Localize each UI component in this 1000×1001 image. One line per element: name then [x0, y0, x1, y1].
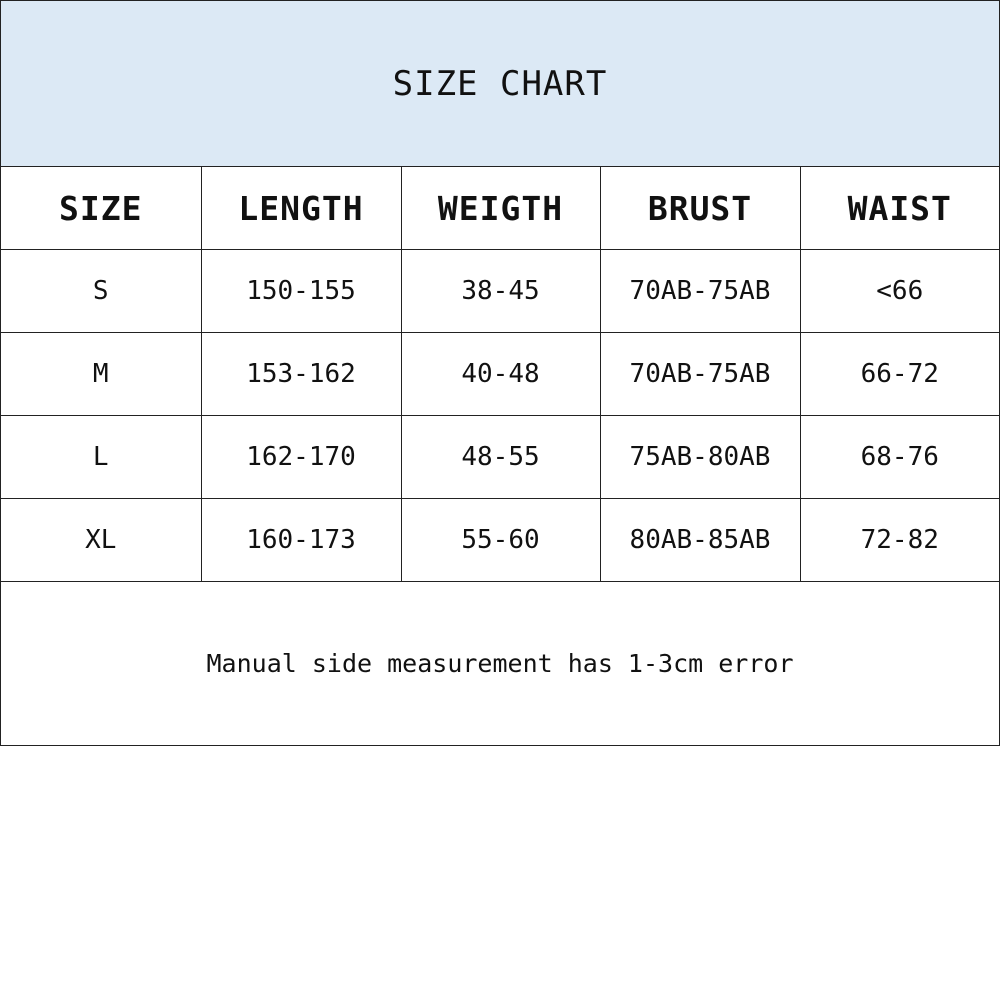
cell-brust: 75AB-80AB: [600, 416, 800, 499]
cell-weigth: 40-48: [401, 333, 600, 416]
cell-length: 160-173: [201, 499, 401, 582]
header-length: LENGTH: [201, 167, 401, 250]
cell-waist: <66: [800, 250, 999, 333]
header-row: [1, 167, 999, 250]
table-row: [1, 250, 999, 333]
cell-brust: 80AB-85AB: [600, 499, 800, 582]
cell-waist: 72-82: [800, 499, 999, 582]
cell-waist: 68-76: [800, 416, 999, 499]
measurement-note: Manual side measurement has 1-3cm error: [206, 648, 794, 678]
size-table: [1, 167, 999, 582]
cell-size: L: [1, 416, 201, 499]
cell-length: 162-170: [201, 416, 401, 499]
cell-weigth: 55-60: [401, 499, 600, 582]
cell-brust: 70AB-75AB: [600, 250, 800, 333]
cell-brust: 70AB-75AB: [600, 333, 800, 416]
cell-length: 153-162: [201, 333, 401, 416]
cell-size: M: [1, 333, 201, 416]
header-brust: BRUST: [600, 167, 800, 250]
header-size: SIZE: [1, 167, 201, 250]
table-row: [1, 416, 999, 499]
cell-waist: 66-72: [800, 333, 999, 416]
cell-weigth: 38-45: [401, 250, 600, 333]
table-row: [1, 333, 999, 416]
cell-length: 150-155: [201, 250, 401, 333]
header-weigth: WEIGTH: [401, 167, 600, 250]
cell-weigth: 48-55: [401, 416, 600, 499]
cell-size: XL: [1, 499, 201, 582]
header-waist: WAIST: [800, 167, 999, 250]
cell-size: S: [1, 250, 201, 333]
chart-title: SIZE CHART: [1, 1, 999, 167]
table-row: [1, 499, 999, 582]
